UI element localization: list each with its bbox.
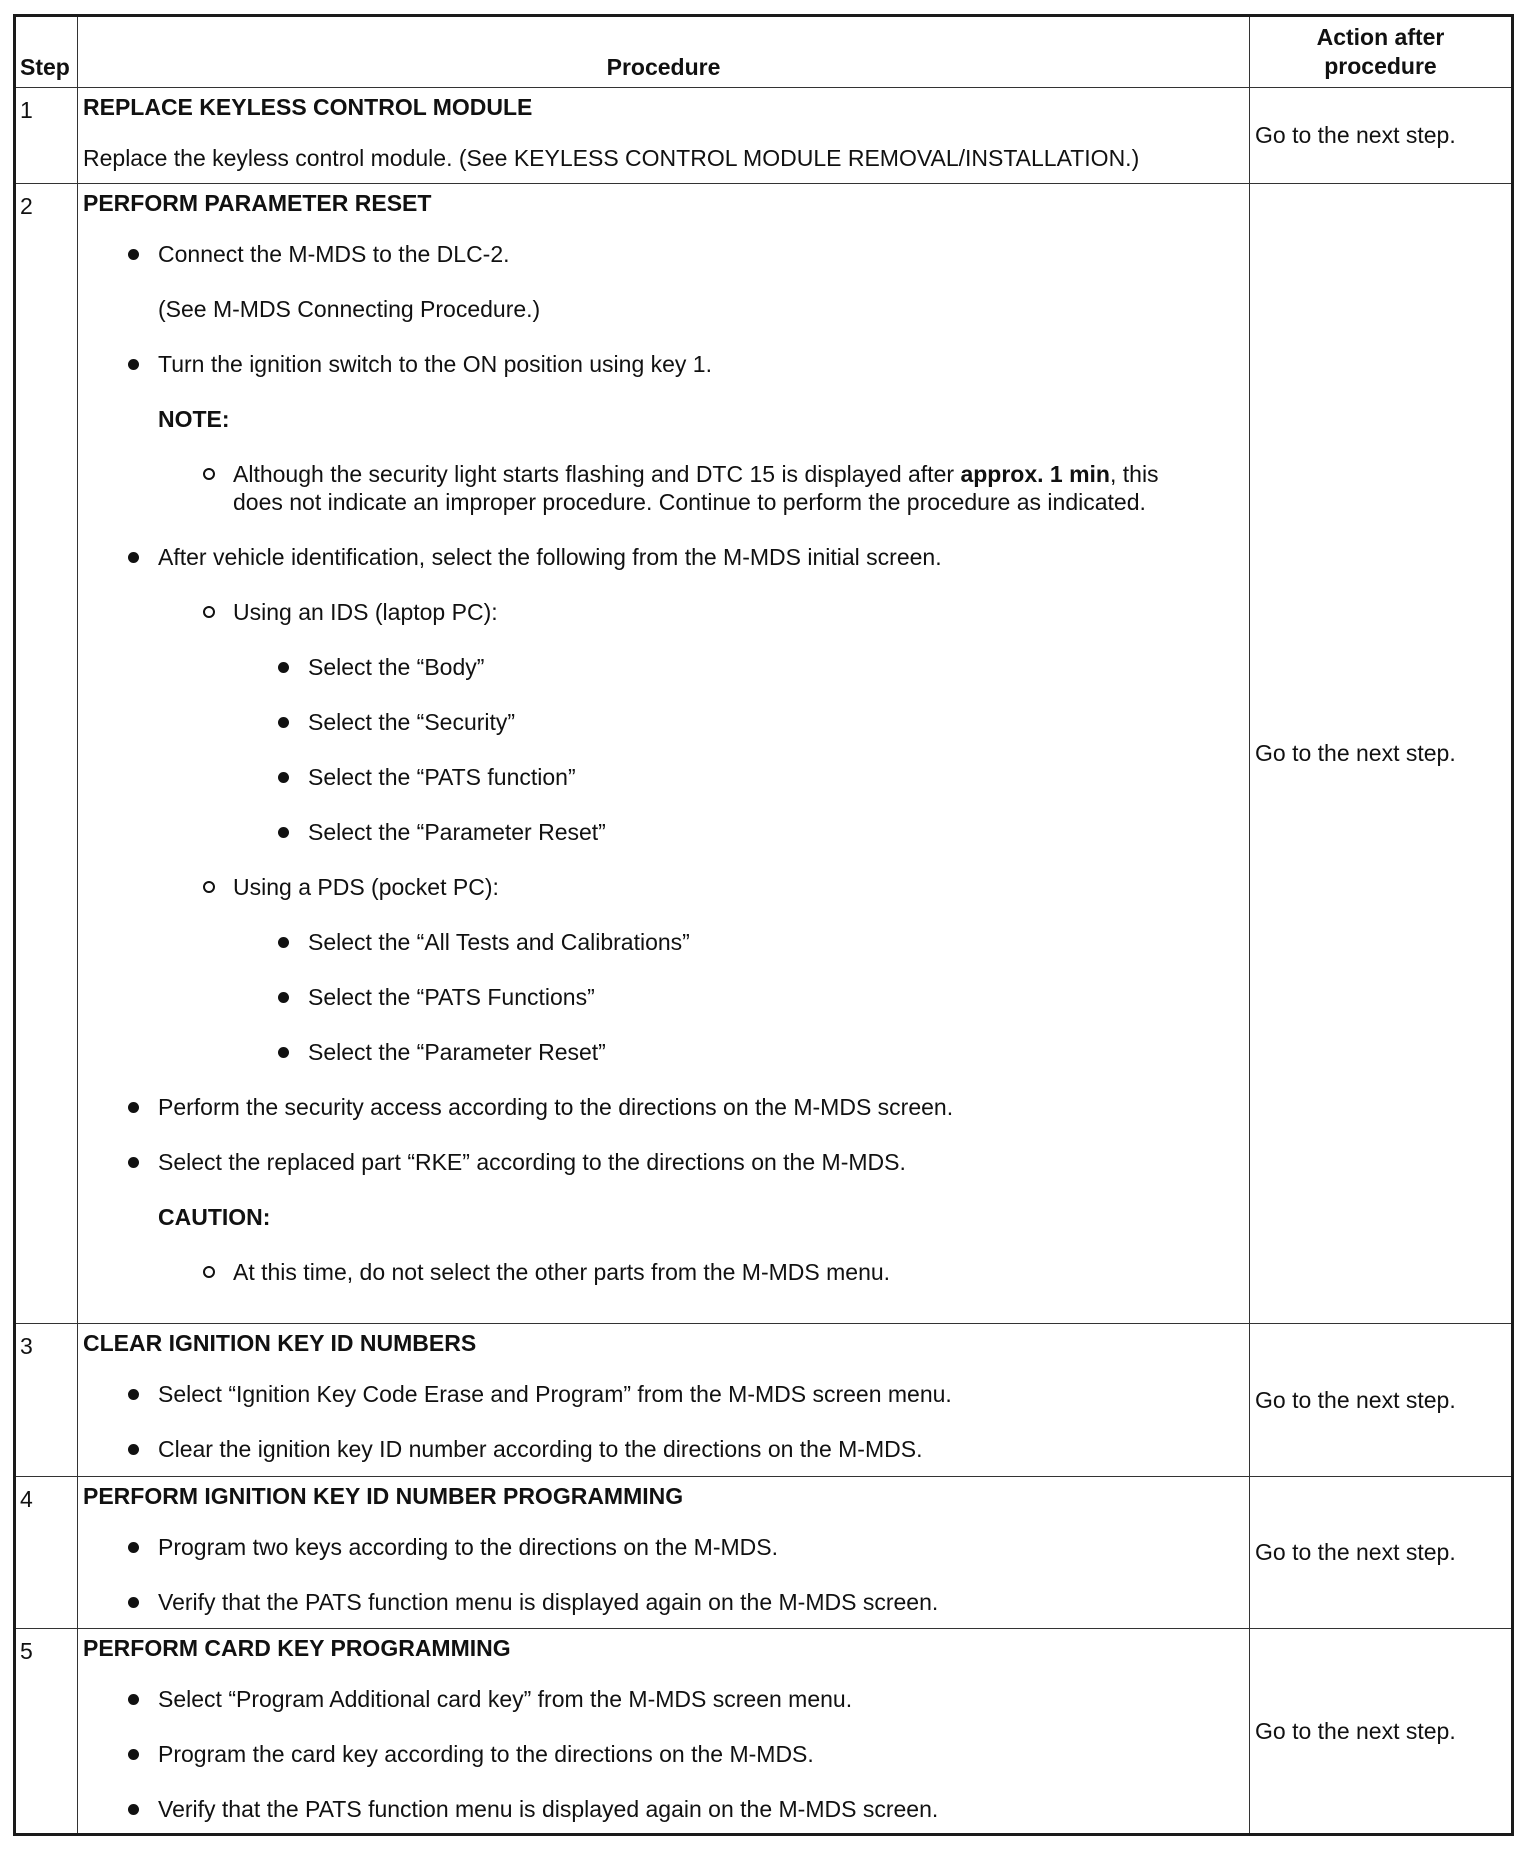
step-row-5 xyxy=(15,1629,1513,1835)
bullet-icon xyxy=(128,1157,139,1168)
header-row xyxy=(15,16,1513,88)
sub-sub-list-item: Select the “Security” xyxy=(83,708,1243,736)
bullet-icon xyxy=(278,992,289,1003)
step-action: Go to the next step. xyxy=(1250,184,1513,1324)
bullet-icon xyxy=(128,1102,139,1113)
bullet-icon xyxy=(128,1694,139,1705)
step-procedure xyxy=(78,184,1250,1324)
header-procedure: Procedure xyxy=(78,16,1250,88)
circle-bullet-icon xyxy=(203,606,215,618)
step-text: Replace the keyless control module. (See KEYLESS CONTROL MODULE REMOVAL/INSTALLATION.) xyxy=(83,145,1140,171)
list-item: Program two keys according to the directions on the M-MDS. xyxy=(83,1533,1243,1561)
list-item: Clear the ignition key ID number according to the directions on the M-MDS. xyxy=(83,1435,1243,1463)
list-item: Select the replaced part “RKE” according to the directions on the M-MDS. xyxy=(83,1148,1243,1176)
bullet-icon xyxy=(278,772,289,783)
header-step: Step xyxy=(15,16,78,88)
list-item: Verify that the PATS function menu is displayed again on the M-MDS screen. xyxy=(83,1795,1243,1823)
list-item: Select “Program Additional card key” from the M-MDS screen menu. xyxy=(83,1685,1243,1713)
list-item: Connect the M-MDS to the DLC-2. xyxy=(83,240,1243,268)
bullet-icon xyxy=(128,1389,139,1400)
note-label: NOTE: xyxy=(158,406,230,432)
step-number: 5 xyxy=(15,1629,78,1835)
header-action-line1: Action after xyxy=(1316,24,1445,50)
step-row-3 xyxy=(15,1324,1513,1477)
step-number: 2 xyxy=(15,184,78,1324)
caution-label: CAUTION: xyxy=(158,1204,271,1230)
step-procedure xyxy=(78,88,1250,184)
circle-bullet-icon xyxy=(203,881,215,893)
step-number: 1 xyxy=(15,88,78,184)
bullet-icon xyxy=(128,1804,139,1815)
circle-bullet-icon xyxy=(203,1266,215,1278)
sub-list-item: At this time, do not select the other parts from the M-MDS menu. xyxy=(83,1258,1243,1286)
sub-list-item: Although the security light starts flashing and DTC 15 is displayed after approx. 1 min, this does not indicate an improper procedure. Continue to perform the procedure as indicated. xyxy=(83,460,1243,516)
step-row-1 xyxy=(15,88,1513,184)
bullet-icon xyxy=(128,552,139,563)
list-item: Program the card key according to the directions on the M-MDS. xyxy=(83,1740,1243,1768)
list-item: Select “Ignition Key Code Erase and Program” from the M-MDS screen menu. xyxy=(83,1380,1243,1408)
bullet-icon xyxy=(278,1047,289,1058)
list-note: (See M-MDS Connecting Procedure.) xyxy=(158,296,541,322)
step-procedure xyxy=(78,1477,1250,1629)
list-item: Turn the ignition switch to the ON position using key 1. xyxy=(83,350,1243,378)
list-item: Perform the security access according to the directions on the M-MDS screen. xyxy=(83,1093,1243,1121)
bullet-icon xyxy=(128,1542,139,1553)
step-procedure xyxy=(78,1629,1250,1835)
list-item: After vehicle identification, select the following from the M-MDS initial screen. xyxy=(83,543,1243,571)
step-title: PERFORM CARD KEY PROGRAMMING xyxy=(83,1635,511,1661)
step-procedure xyxy=(78,1324,1250,1477)
list-item: Verify that the PATS function menu is displayed again on the M-MDS screen. xyxy=(83,1588,1243,1616)
step-row-4 xyxy=(15,1477,1513,1629)
step-number: 3 xyxy=(15,1324,78,1477)
sub-list-item: Using an IDS (laptop PC): xyxy=(83,598,1243,626)
bullet-icon xyxy=(128,1444,139,1455)
sub-sub-list-item: Select the “Parameter Reset” xyxy=(83,1038,1243,1066)
bullet-icon xyxy=(278,717,289,728)
step-title: PERFORM IGNITION KEY ID NUMBER PROGRAMMING xyxy=(83,1483,684,1509)
circle-bullet-icon xyxy=(203,468,215,480)
bullet-icon xyxy=(128,359,139,370)
step-title: CLEAR IGNITION KEY ID NUMBERS xyxy=(83,1330,477,1356)
bullet-icon xyxy=(128,1597,139,1608)
sub-sub-list-item: Select the “PATS function” xyxy=(83,763,1243,791)
bullet-icon xyxy=(128,249,139,260)
bullet-icon xyxy=(128,1749,139,1760)
sub-sub-list-item: Select the “PATS Functions” xyxy=(83,983,1243,1011)
bullet-icon xyxy=(278,662,289,673)
sub-sub-list-item: Select the “All Tests and Calibrations” xyxy=(83,928,1243,956)
bullet-icon xyxy=(278,937,289,948)
step-action: Go to the next step. xyxy=(1250,1477,1513,1629)
step-action: Go to the next step. xyxy=(1250,1629,1513,1835)
step-action: Go to the next step. xyxy=(1250,1324,1513,1477)
bullet-icon xyxy=(278,827,289,838)
sub-sub-list-item: Select the “Parameter Reset” xyxy=(83,818,1243,846)
header-action-line2: procedure xyxy=(1324,53,1437,79)
step-row-2 xyxy=(15,184,1513,1324)
header-action xyxy=(1250,16,1513,88)
step-action: Go to the next step. xyxy=(1250,88,1513,184)
sub-sub-list-item: Select the “Body” xyxy=(83,653,1243,681)
sub-list-item: Using a PDS (pocket PC): xyxy=(83,873,1243,901)
step-title: REPLACE KEYLESS CONTROL MODULE xyxy=(83,94,533,120)
step-title: PERFORM PARAMETER RESET xyxy=(83,190,432,216)
procedure-table xyxy=(13,14,1514,1836)
step-number: 4 xyxy=(15,1477,78,1629)
